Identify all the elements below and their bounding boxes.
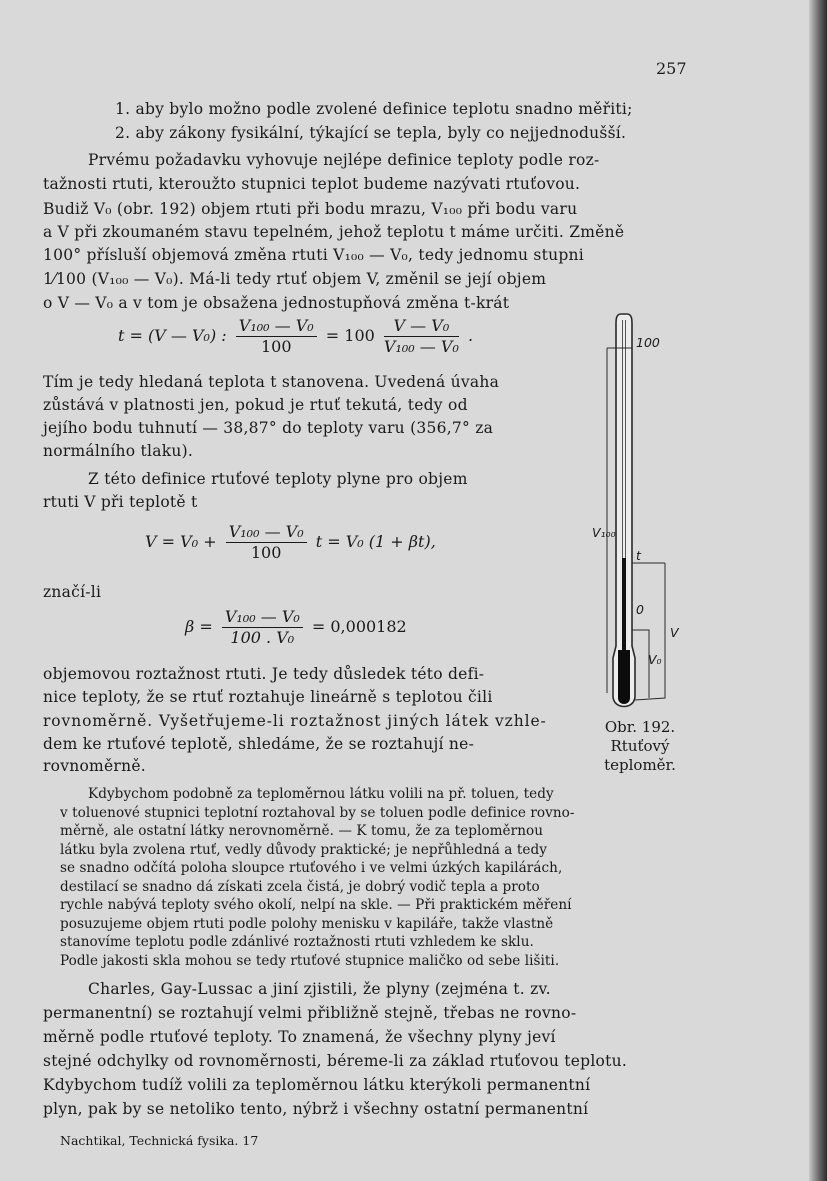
text-line: a V při zkoumaném stavu tepelném, jehož teplotu t máme určiti. Změně <box>43 223 625 241</box>
small-text-line: destilací se snadno dá získati zcela čistá, je dobrý vodič tepla a proto <box>60 879 540 895</box>
eq3-frac-numerator: V₁₀₀ — V₀ <box>222 607 303 628</box>
text-line: Tím je tedy hledaná teplota t stanovena. Uvedená úvaha <box>43 373 500 391</box>
text-line: rtuti V při teplotě t <box>43 493 198 511</box>
eq3-fraction <box>222 607 303 648</box>
text-line: normálního tlaku). <box>43 442 194 460</box>
text-line: zůstává v platnosti jen, pokud je rtuť tekutá, tedy od <box>43 396 468 414</box>
figure-label-0: 0 <box>636 602 644 617</box>
thermometer-figure <box>585 308 695 718</box>
equation-volume <box>145 522 436 563</box>
eq1-end: . <box>467 326 474 345</box>
text-line: značí-li <box>43 583 102 601</box>
text-line: permanentní) se roztahují velmi přibližně stejně, třebas ne rovno- <box>43 1004 577 1022</box>
caption-line: Rtuťový <box>610 737 670 755</box>
page-footer: Nachtikal, Technická fysika. 17 <box>60 1133 259 1148</box>
caption-line: teploměr. <box>604 756 676 774</box>
v-bracket <box>635 563 665 700</box>
text-line: Charles, Gay-Lussac a jiní zjistili, že plyny (zejména t. zv. <box>88 980 551 998</box>
figure-label-t: t <box>636 548 641 563</box>
figure-label-v: V <box>670 625 679 640</box>
small-text-line: v toluenové stupnici teplotní roztahoval by se toluen podle definice rovno- <box>60 805 575 821</box>
eq1-frac1-denominator: 100 <box>260 337 292 356</box>
text-line: 1⁄100 (V₁₀₀ — V₀). Má-li tedy rtuť objem V, změnil se její objem <box>43 270 547 288</box>
small-text-line: rychle nabývá teploty svého okolí, nelpí na skle. — Při praktickém měření <box>60 897 572 913</box>
eq2-rhs: t = V₀ (1 + βt), <box>315 532 436 551</box>
text-line: Z této definice rtuťové teploty plyne pro objem <box>88 470 468 488</box>
figure-label-v100: V₁₀₀ <box>592 525 616 540</box>
text-line: Kdybychom tudíž volili za teploměrnou látku kterýkoli permanentní <box>43 1076 591 1094</box>
small-text-line: Podle jakosti skla mohou se tedy rtuťové stupnice maličko od sebe lišiti. <box>60 953 560 969</box>
caption-line: Obr. 192. <box>604 718 676 736</box>
equation-beta <box>185 607 407 648</box>
list-item: 1. aby bylo možno podle zvolené definice teplotu snadno měřiti; <box>115 100 633 118</box>
text-line: Prvému požadavku vyhovuje nejlépe definice teploty podle roz- <box>88 151 600 169</box>
text-line: měrně podle rtuťové teploty. To znamená, že všechny plyny jeví <box>43 1028 556 1046</box>
text-line: plyn, pak by se netoliko tento, nýbrž i všechny ostatní permanentní <box>43 1100 589 1118</box>
eq3-frac-denominator: 100 . V₀ <box>230 628 295 647</box>
eq3-lhs: β = <box>185 617 213 636</box>
eq2-frac-denominator: 100 <box>250 543 282 562</box>
eq1-mid: = 100 <box>325 326 375 345</box>
text-line: objemovou roztažnost rtuti. Je tedy důsledek této defi- <box>43 665 485 683</box>
eq2-frac-numerator: V₁₀₀ — V₀ <box>226 522 307 543</box>
text-line: dem ke rtuťové teplotě, shledáme, že se roztahují ne- <box>43 735 475 753</box>
equation-temperature <box>118 316 473 357</box>
text-line: jejího bodu tuhnutí — 38,87° do teploty varu (356,7° za <box>43 419 494 437</box>
eq1-fraction-2 <box>384 316 459 357</box>
text-line: Budiž V₀ (obr. 192) objem rtuti při bodu mrazu, V₁₀₀ při bodu varu <box>43 200 578 218</box>
text-line: rovnoměrně. <box>43 757 146 775</box>
small-text-line: měrně, ale ostatní látky nerovnoměrně. — K tomu, že za teploměrnou <box>60 823 544 839</box>
text-line: o V — V₀ a v tom je obsažena jednostupňová změna t-krát <box>43 294 510 312</box>
mercury-column <box>622 558 626 650</box>
text-line: tažnosti rtuti, kteroužto stupnici teplot budeme nazývati rtuťovou. <box>43 175 581 193</box>
text-line: 100° přísluší objemová změna rtuti V₁₀₀ — V₀, tedy jednomu stupni <box>43 246 584 264</box>
eq2-lhs: V = V₀ + <box>145 532 217 551</box>
eq1-lhs: t = (V — V₀) : <box>118 326 227 345</box>
small-text-line: látku byla zvolena rtuť, vedly důvody praktické; je nepřůhledná a tedy <box>60 842 547 858</box>
small-text-line: stanovíme teplotu podle zdánlivé roztažnosti rtuti vzhledem ke sklu. <box>60 934 534 950</box>
eq1-frac2-denominator: V₁₀₀ — V₀ <box>383 337 459 356</box>
figure-label-100: 100 <box>636 335 660 350</box>
eq1-fraction-1 <box>236 316 317 357</box>
text-line: nice teploty, že se rtuť roztahuje lineárně s teplotou čili <box>43 688 493 706</box>
text-line: rovnoměrně. Vyšetřujeme-li roztažnost jiných látek vzhle- <box>43 712 547 730</box>
eq2-fraction <box>226 522 307 563</box>
list-item: 2. aby zákony fysikální, týkající se tepla, byly co nejjednodušší. <box>115 124 627 142</box>
page-edge-shadow <box>809 0 827 1181</box>
mercury-bulb <box>618 650 630 704</box>
eq3-rhs: = 0,000182 <box>311 617 407 636</box>
figure-label-v0: V₀ <box>648 652 662 667</box>
small-text-line: Kdybychom podobně za teploměrnou látku volili na př. toluen, tedy <box>88 786 554 802</box>
text-line: stejné odchylky od rovnoměrnosti, béreme-li za základ rtuťovou teplotu. <box>43 1052 628 1070</box>
page-number: 257 <box>656 59 687 78</box>
figure-caption <box>590 718 690 775</box>
small-text-line: se snadno odčítá poloha sloupce rtuťového i ve velmi úzkých kapilárách, <box>60 860 563 876</box>
small-text-line: posuzujeme objem rtuti podle polohy menisku v kapiláře, takže vlastně <box>60 916 554 932</box>
eq1-frac2-numerator: V — V₀ <box>384 316 459 337</box>
eq1-frac1-numerator: V₁₀₀ — V₀ <box>236 316 317 337</box>
